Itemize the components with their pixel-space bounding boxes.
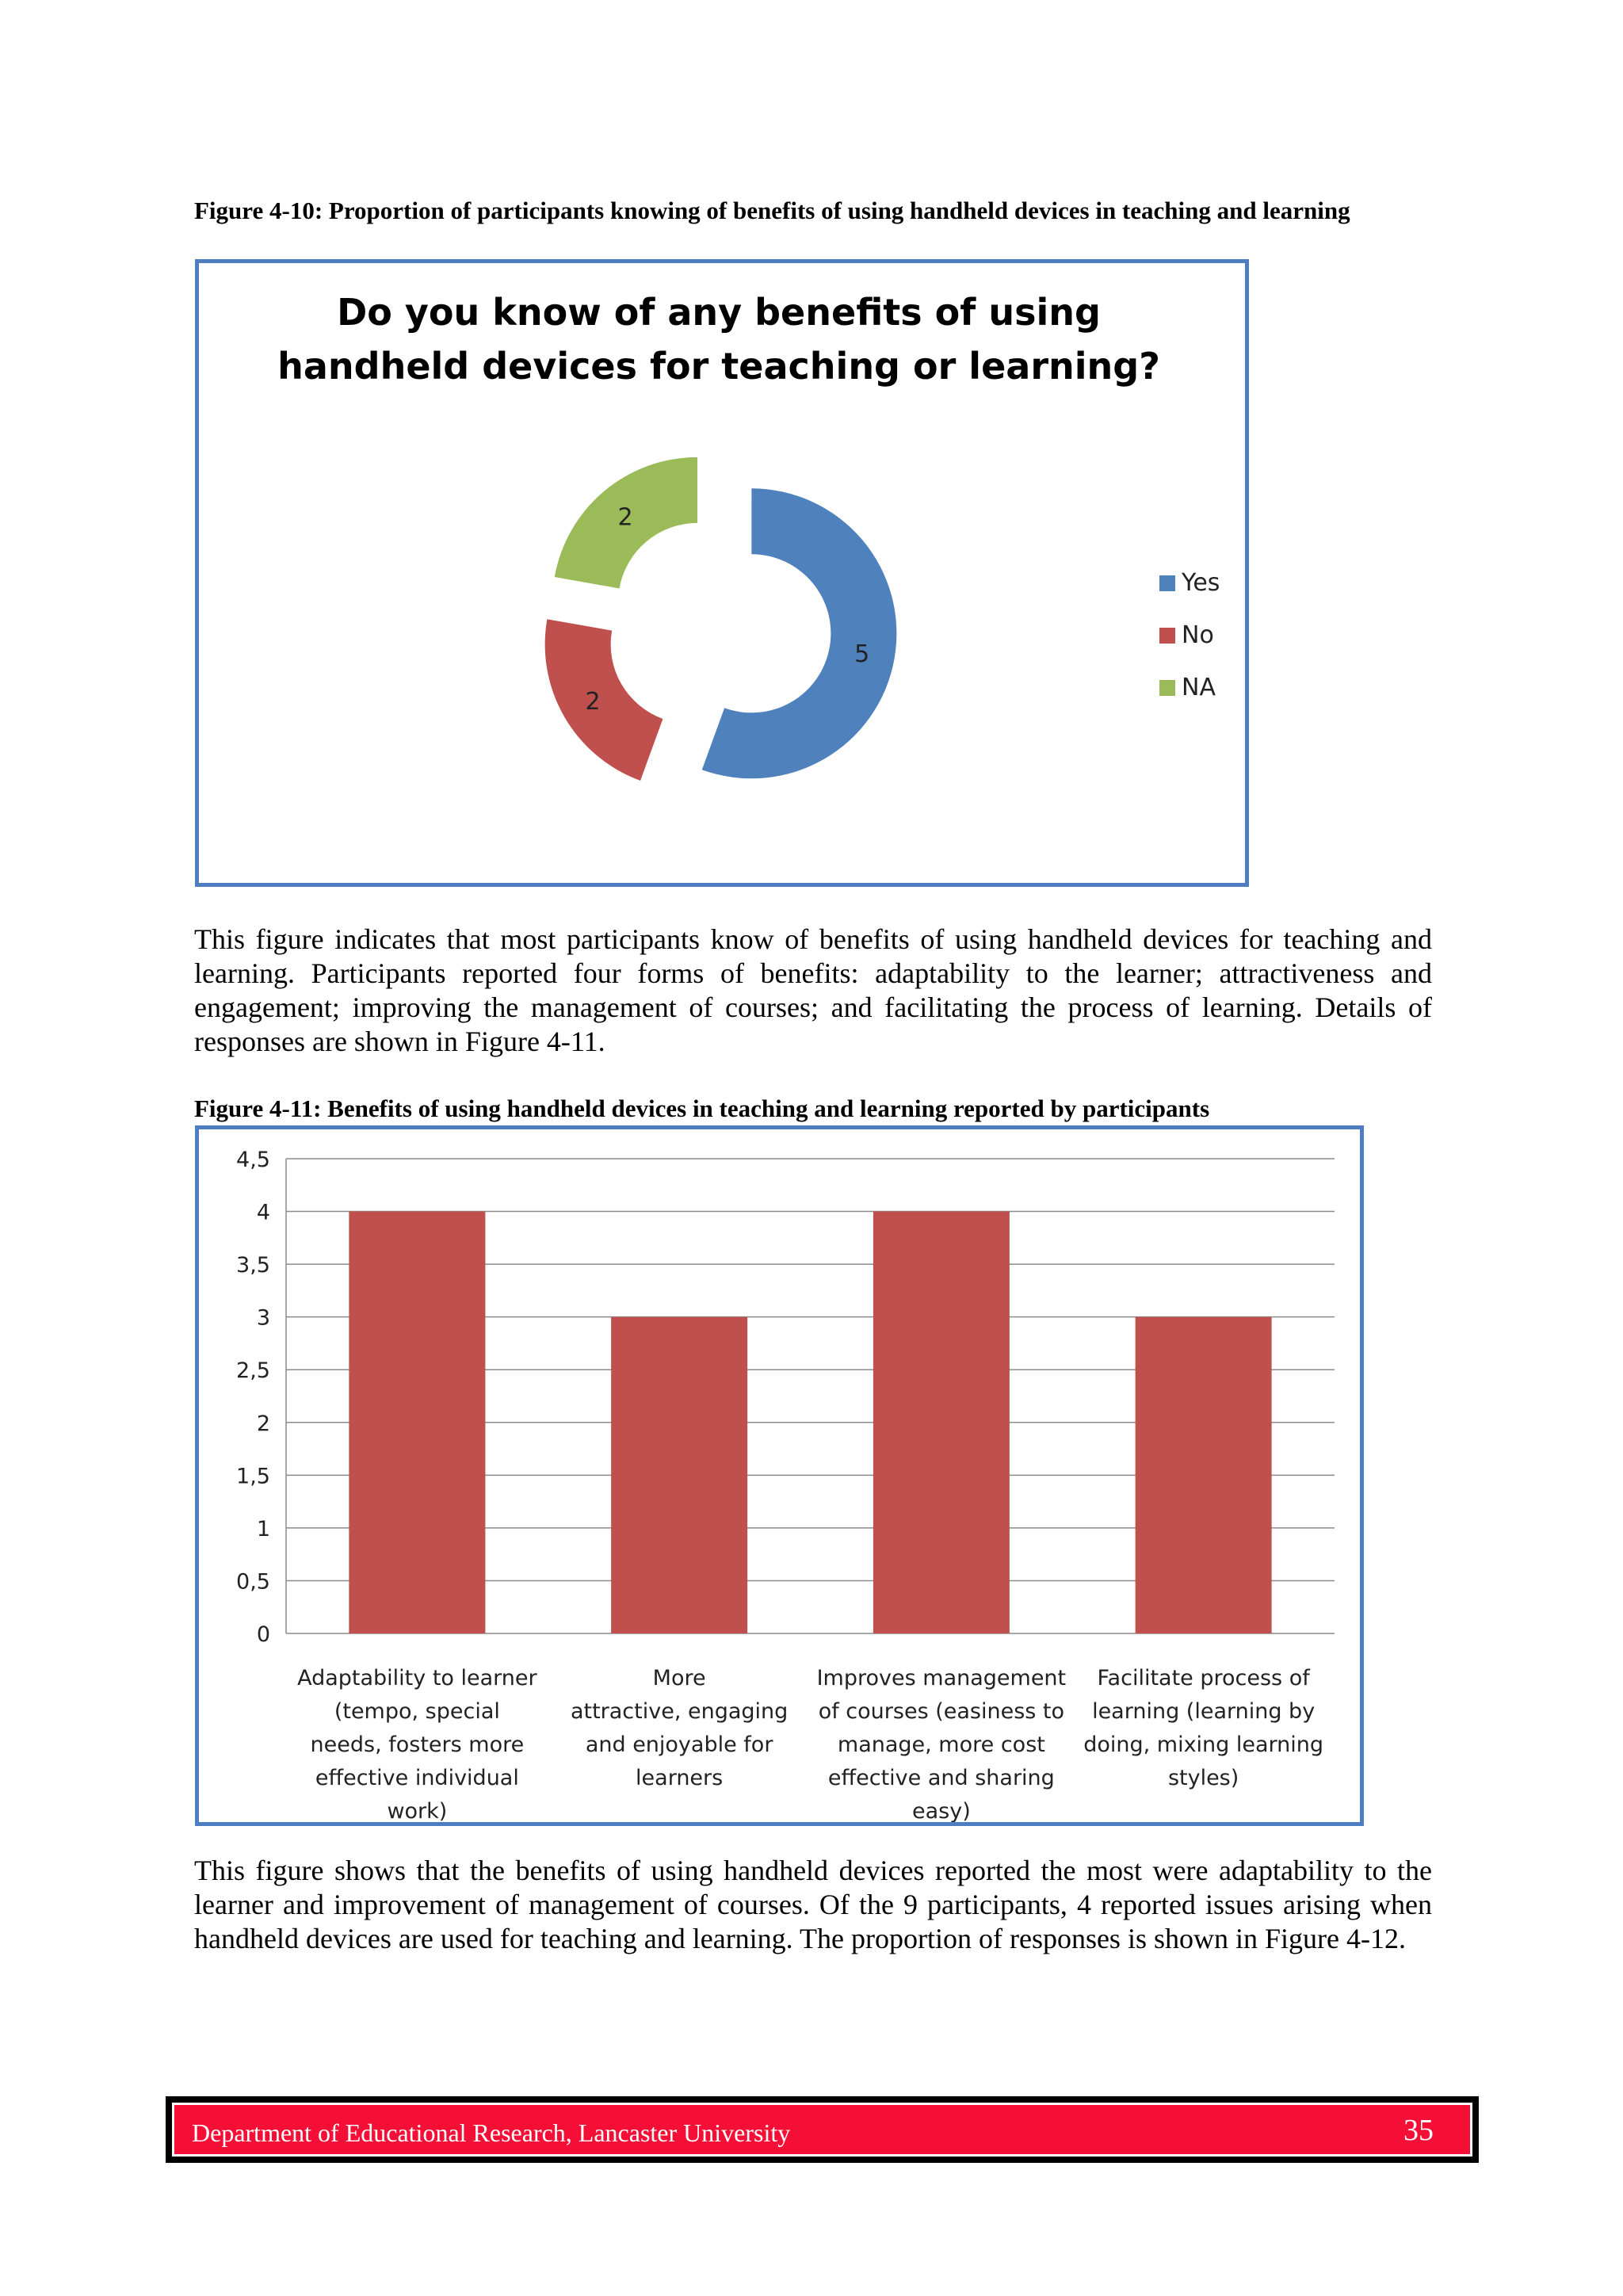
- donut-title-line-1: Do you know of any benefits of using: [337, 291, 1101, 334]
- donut-chart-container: [195, 259, 1249, 887]
- donut-slice-yes: [702, 488, 897, 778]
- donut-slice-no: [545, 619, 663, 781]
- donut-title-line-2: handheld devices for teaching or learning?: [277, 345, 1160, 388]
- paragraph-1: This figure indicates that most participants know of benefits of using handheld devices for teaching and learning. Participants reported four forms of benefits: adaptability to the learner; attractiveness and engagement; improving the management of courses; and facilitating the process of learning. Details of responses are shown in Figure 4-11.: [194, 923, 1432, 1057]
- y-tick-label: 0,5: [236, 1569, 270, 1595]
- x-tick-label: More attractive, engaging and enjoyable for learners: [570, 1666, 789, 1790]
- donut-label-no: 2: [585, 687, 601, 716]
- bar-4: [1136, 1317, 1272, 1633]
- bar-3: [873, 1212, 1010, 1633]
- legend-swatch-na: [1159, 680, 1175, 696]
- y-tick-label: 2: [256, 1411, 270, 1436]
- y-tick-label: 1: [256, 1516, 270, 1541]
- bar-chart-container: [195, 1125, 1364, 1826]
- y-tick-label: 2,5: [236, 1358, 270, 1384]
- donut-label-yes: 5: [854, 640, 870, 668]
- legend-swatch-yes: [1159, 575, 1175, 591]
- legend-swatch-no: [1159, 628, 1175, 644]
- footer-institution: Department of Educational Research, Lancaster University: [192, 2118, 791, 2147]
- y-tick-label: 3: [256, 1305, 270, 1331]
- bar-x-tick-labels: [297, 1666, 1323, 1822]
- legend-label-no: No: [1182, 621, 1214, 649]
- y-tick-label: 0: [256, 1622, 270, 1647]
- paragraph-2: This figure shows that the benefits of using handheld devices reported the most were adaptability to the learner and improvement of management of courses. Of the 9 participants, 4 reported issues arising when handheld devices are used for teaching and learning. The proportion of responses is shown in Figure 4-12.: [194, 1855, 1432, 1954]
- bar-chart: [199, 1129, 1360, 1822]
- y-tick-label: 4: [256, 1200, 270, 1225]
- figure-4-11-caption: Figure 4-11: Benefits of using handheld devices in teaching and learning reported by participants: [194, 1095, 1210, 1122]
- y-tick-label: 3,5: [236, 1253, 270, 1278]
- page-footer: [166, 2096, 1479, 2163]
- x-tick-label: Facilitate process of learning (learning by doing, mixing learning styles): [1083, 1666, 1324, 1790]
- figure-4-10-caption: Figure 4-10: Proportion of participants knowing of benefits of using handheld devices in teaching and learning: [194, 197, 1350, 224]
- legend-label-yes: Yes: [1182, 569, 1220, 597]
- y-tick-label: 1,5: [236, 1464, 270, 1489]
- donut-label-na: 2: [617, 503, 633, 532]
- y-tick-label: 4,5: [236, 1148, 270, 1172]
- footer-bar: [172, 2103, 1472, 2157]
- legend-label-na: NA: [1182, 674, 1216, 701]
- bar-2: [611, 1317, 747, 1633]
- x-tick-label: Adaptability to learner (tempo, special needs, fosters more effective individual work): [297, 1666, 537, 1822]
- page-number: 35: [1403, 2114, 1434, 2147]
- donut-chart: [199, 263, 1245, 883]
- donut-legend: [1159, 569, 1220, 701]
- donut-slices: [545, 457, 897, 781]
- bar-y-tick-labels: [236, 1148, 270, 1647]
- bar-1: [349, 1212, 485, 1633]
- x-tick-label: Improves management of courses (easiness to manage, more cost effective and sharing easy): [816, 1666, 1067, 1822]
